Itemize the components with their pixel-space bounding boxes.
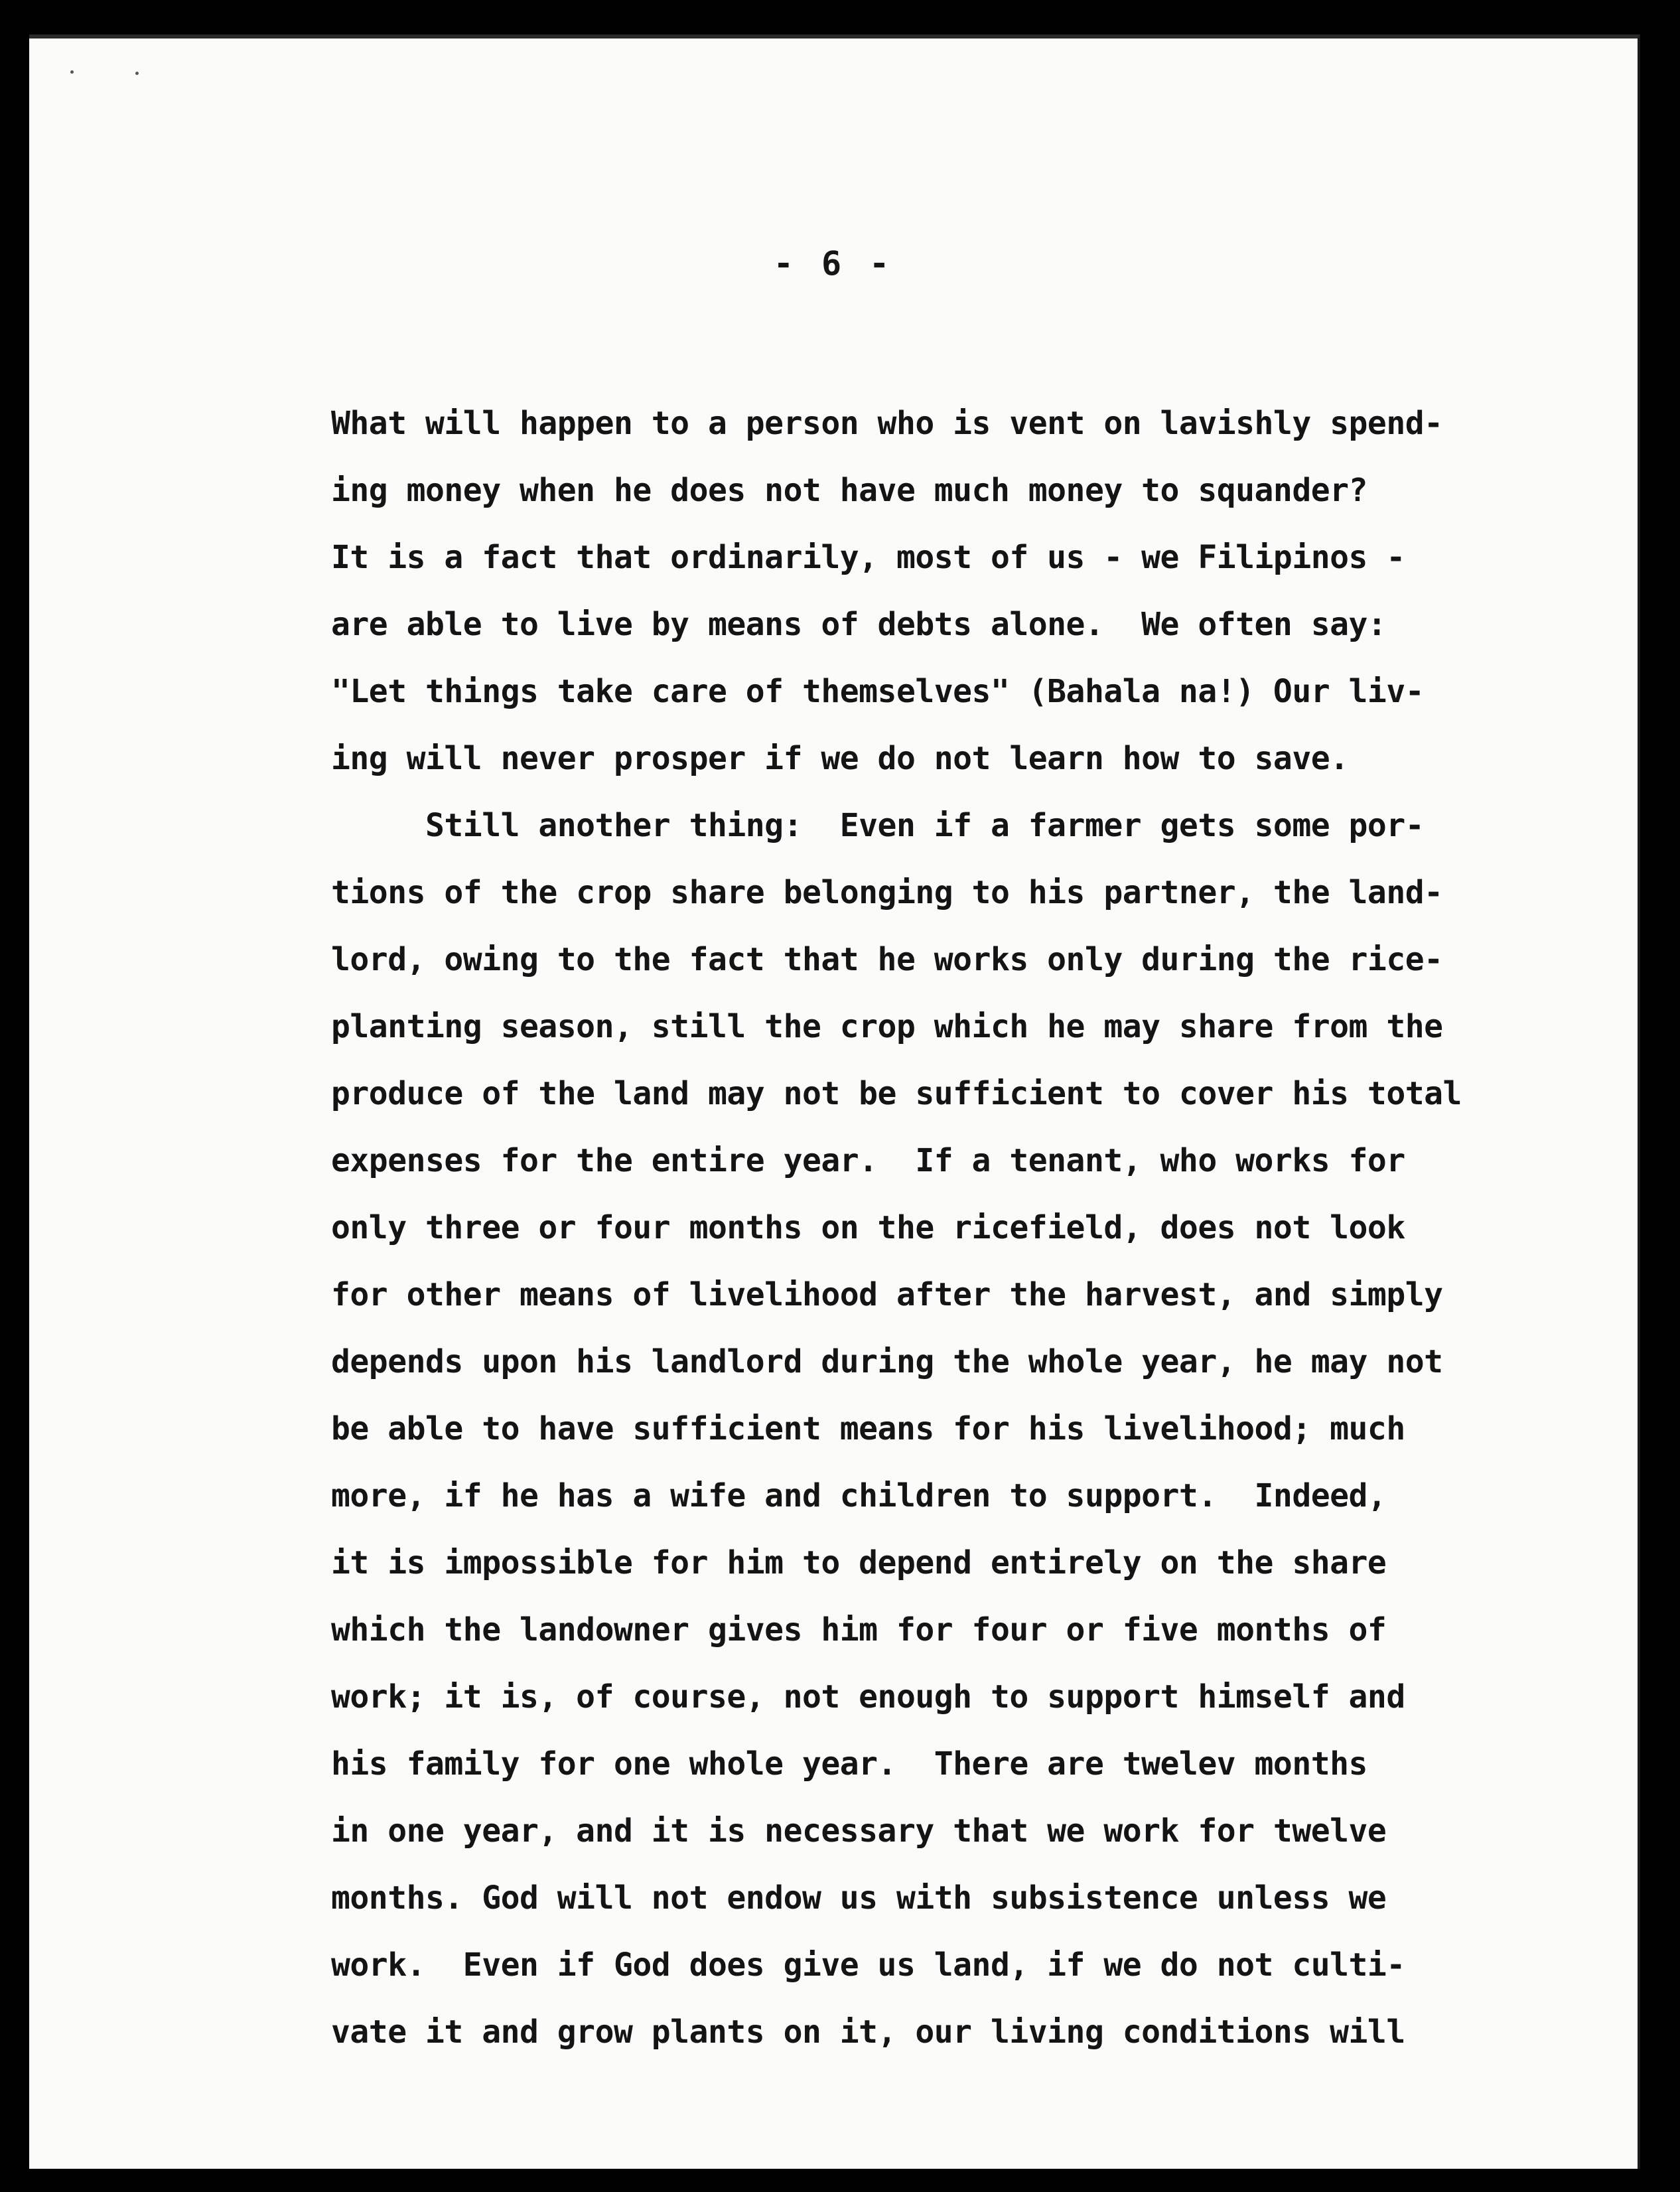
dust-speck [135, 72, 139, 75]
text-line: planting season, still the crop which he may share from the [331, 1008, 1443, 1045]
text-line: only three or four months on the ricefield, does not look [331, 1209, 1405, 1246]
text-line: months. God will not endow us with subsistence unless we [331, 1879, 1387, 1917]
text-line: which the landowner gives him for four or five months of [331, 1611, 1387, 1648]
page-number: - 6 - [773, 244, 894, 283]
text-line: work. Even if God does give us land, if we do not culti- [331, 1946, 1405, 1984]
text-line: "Let things take care of themselves" (Bahala na!) Our liv- [331, 673, 1425, 710]
text-line: What will happen to a person who is vent on lavishly spend- [331, 405, 1443, 442]
text-line: in one year, and it is necessary that we work for twelve [331, 1812, 1387, 1850]
body-text [331, 390, 1592, 2066]
text-line: depends upon his landlord during the whole year, he may not [331, 1343, 1443, 1380]
text-line: more, if he has a wife and children to support. Indeed, [331, 1477, 1387, 1514]
text-line: are able to live by means of debts alone. We often say: [331, 606, 1387, 643]
text-line: for other means of livelihood after the harvest, and simply [331, 1276, 1443, 1313]
text-line: it is impossible for him to depend entirely on the share [331, 1544, 1387, 1581]
text-line: Still another thing: Even if a farmer gets some por- [331, 807, 1425, 844]
text-line: It is a fact that ordinarily, most of us - we Filipinos - [331, 539, 1405, 576]
text-line: his family for one whole year. There are twelev months [331, 1745, 1367, 1783]
text-line: vate it and grow plants on it, our living conditions will [331, 2013, 1405, 2051]
text-line: work; it is, of course, not enough to support himself and [331, 1678, 1405, 1716]
text-line: expenses for the entire year. If a tenant, who works for [331, 1142, 1405, 1179]
text-line: be able to have sufficient means for his livelihood; much [331, 1410, 1405, 1447]
text-line: ing money when he does not have much money to squander? [331, 472, 1367, 509]
typewritten-page [29, 35, 1640, 2169]
text-line: ing will never prosper if we do not learn how to save. [331, 740, 1349, 777]
text-line: tions of the crop share belonging to his partner, the land- [331, 874, 1443, 911]
dust-speck [70, 70, 74, 74]
text-line: produce of the land may not be sufficient to cover his total [331, 1075, 1462, 1112]
text-line: lord, owing to the fact that he works only during the rice- [331, 941, 1443, 978]
